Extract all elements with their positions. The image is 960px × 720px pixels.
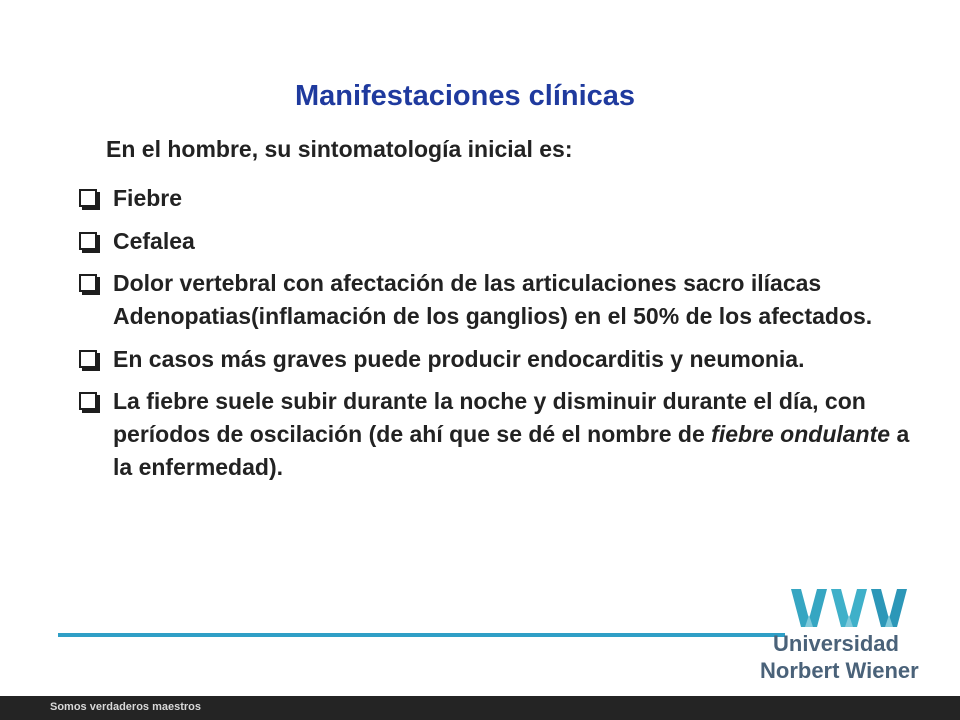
emphasis-text: fiebre ondulante: [711, 420, 891, 447]
footer-bar: [0, 696, 960, 720]
bullet-item: [74, 225, 916, 258]
bullet-text: En casos más graves puede producir endocarditis y neumonia.: [113, 345, 805, 372]
bullet-item: [74, 343, 916, 376]
bullet-item: [74, 267, 916, 332]
checkbox-bullet-icon: [79, 274, 97, 292]
bullet-text: Fiebre: [113, 185, 183, 211]
checkbox-bullet-icon: [79, 232, 97, 250]
divider-line: [58, 633, 785, 637]
checkbox-bullet-icon: [79, 350, 97, 368]
bullet-text-part: a la enfermedad).: [113, 420, 910, 480]
bullet-list: [74, 182, 916, 483]
checkbox-bullet-icon: [79, 392, 97, 410]
bullet-text: Cefalea: [113, 227, 195, 254]
slide-subtitle: En el hombre, su sintomatología inicial es:: [106, 136, 573, 162]
logo-text-line1: Universidad: [773, 631, 899, 656]
university-logo-icon: [791, 589, 909, 629]
bullet-text: [113, 385, 916, 483]
bullet-text: Dolor vertebral con afectación de las articulaciones sacro ilíacas Adenopatias(inflamación de los ganglios) en el 50% de los afectados.: [113, 270, 873, 329]
logo-text-line2: Norbert Wiener: [760, 658, 919, 683]
footer-tagline: Somos verdaderos maestros: [50, 701, 202, 713]
bullet-text-part: La fiebre suele subir durante la noche y disminuir durante el día, con períodos de oscilación (de ahí que se dé el nombre de: [113, 388, 866, 447]
bullet-item: [74, 182, 916, 215]
checkbox-bullet-icon: [79, 189, 97, 207]
slide-title: Manifestaciones clínicas: [294, 80, 636, 112]
bullet-item: [74, 385, 916, 483]
